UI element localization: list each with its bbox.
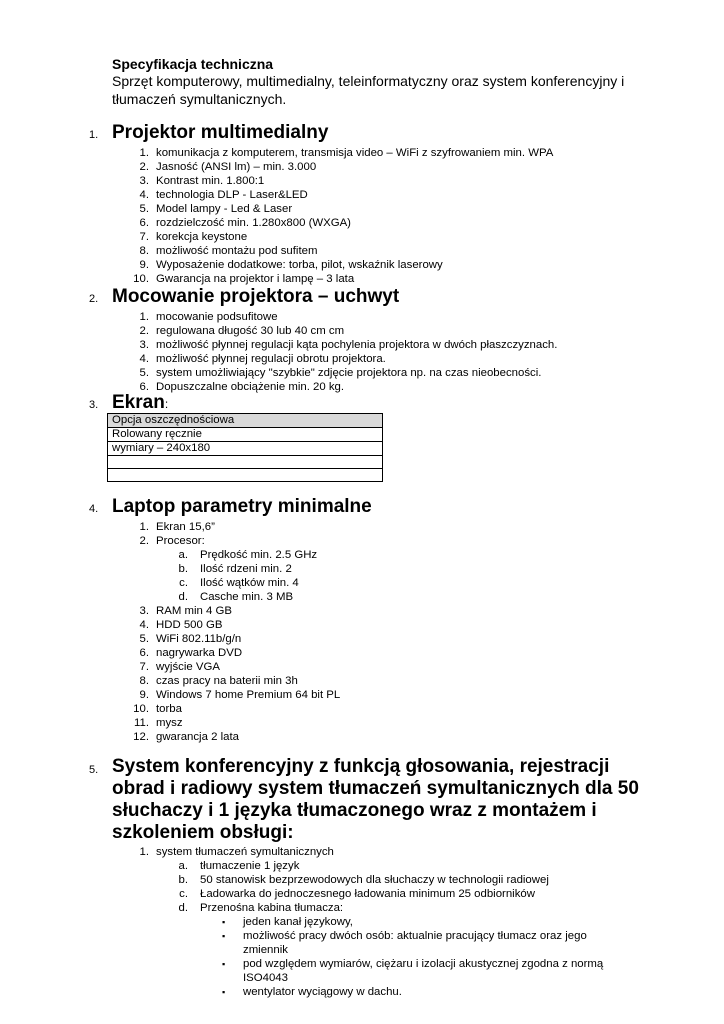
laptop-list: [0, 520, 724, 744]
list-item: [0, 244, 724, 258]
ekran-table: [107, 413, 383, 482]
section-title-line: System konferencyjny z funkcją głosowania, rejestracji: [112, 756, 610, 777]
list-text: Prędkość min. 2.5 GHz: [200, 549, 318, 561]
bullet-icon: ▪: [222, 931, 226, 941]
list-item: [0, 943, 724, 957]
intro-block: [112, 56, 672, 108]
list-text: wyjście VGA: [156, 661, 220, 673]
list-text: Ilość rdzeni min. 2: [200, 563, 292, 575]
list-number: 10.: [133, 703, 149, 715]
list-text: zmiennik: [243, 944, 288, 956]
list-text: Ładowarka do jednoczesnego ładowania minimum 25 odbiorników: [200, 888, 535, 900]
section-number: 5.: [89, 764, 99, 776]
section-system: [0, 756, 724, 998]
list-item: [0, 202, 724, 216]
list-item: [0, 716, 724, 730]
list-item: [0, 216, 724, 230]
list-item: [0, 534, 724, 548]
list-text: WiFi 802.11b/g/n: [156, 633, 242, 645]
list-item: [0, 188, 724, 202]
list-number: 9.: [139, 689, 149, 701]
section-number: 3.: [89, 399, 99, 411]
list-number: 4.: [139, 353, 149, 365]
list-number: a.: [178, 549, 188, 561]
list-item: [0, 562, 724, 576]
list-text: HDD 500 GB: [156, 619, 223, 631]
doc-description-line-1: Sprzęt komputerowy, multimedialny, teleinformatyczny oraz system konferencyjny i: [112, 73, 625, 89]
list-item: [0, 887, 724, 901]
list-item: [0, 174, 724, 188]
list-text: możliwość pracy dwóch osób: aktualnie pracujący tłumacz oraz jego: [243, 930, 587, 942]
list-item: [0, 929, 724, 943]
list-text: ISO4043: [243, 972, 288, 984]
list-text: technologia DLP - Laser&LED: [156, 189, 308, 201]
section-title: [112, 392, 168, 415]
list-item: [0, 576, 724, 590]
section-heading: [0, 122, 724, 146]
list-item: [0, 520, 724, 534]
table-cell: Rolowany ręcznie: [108, 428, 383, 442]
table-row: [108, 442, 383, 456]
list-text: mocowanie podsufitowe: [156, 311, 278, 323]
list-number: 4.: [139, 619, 149, 631]
list-item: [0, 702, 724, 716]
list-text: możliwość płynnej regulacji kąta pochylenia projektora w dwóch płaszczyznach.: [156, 339, 558, 351]
section-heading: [0, 496, 724, 520]
list-text: RAM min 4 GB: [156, 605, 232, 617]
section-title-line: szkoleniem obsługi:: [112, 822, 294, 843]
list-number: 1.: [139, 521, 149, 533]
list-item: [0, 352, 724, 366]
table-cell: [108, 469, 383, 482]
list-text: Procesor:: [156, 535, 205, 547]
system-list: [0, 845, 724, 999]
list-number: 5.: [139, 203, 149, 215]
section-title: [112, 756, 672, 844]
list-text: Jasność (ANSI lm) – min. 3.000: [156, 161, 317, 173]
list-item: [0, 258, 724, 272]
list-number: 7.: [139, 661, 149, 673]
list-item: [0, 859, 724, 873]
table-row: [108, 456, 383, 469]
table-row: [108, 428, 383, 442]
list-number: 1.: [139, 311, 149, 323]
list-item: [0, 873, 724, 887]
list-item: [0, 324, 724, 338]
list-item: [0, 160, 724, 174]
list-number: 1.: [139, 846, 149, 858]
list-number: 2.: [139, 161, 149, 173]
ekran-colon: :: [164, 397, 169, 411]
doc-description-line-2: tłumaczeń symultanicznych.: [112, 91, 287, 107]
table-row: [108, 469, 383, 482]
list-number: 11.: [134, 717, 149, 729]
list-number: 6.: [139, 381, 149, 393]
list-number: 7.: [139, 231, 149, 243]
list-text: system umożliwiający "szybkie" zdjęcie projektora np. na czas nieobecności.: [156, 367, 542, 379]
list-text: gwarancja 2 lata: [156, 731, 239, 743]
list-text: korekcja keystone: [156, 231, 248, 243]
list-number: b.: [178, 874, 188, 886]
list-item: [0, 674, 724, 688]
section-title-line: obrad i radiowy system tłumaczeń symultanicznych dla 50: [112, 778, 639, 799]
list-item: [0, 604, 724, 618]
list-text: system tłumaczeń symultanicznych: [156, 846, 334, 858]
list-text: jeden kanał językowy,: [243, 916, 353, 928]
table-cell: Opcja oszczędnościowa: [108, 414, 383, 428]
section-title: Mocowanie projektora – uchwyt: [112, 286, 400, 307]
list-item: [0, 646, 724, 660]
list-text: komunikacja z komputerem, transmisja video – WiFi z szyfrowaniem min. WPA: [156, 147, 554, 159]
list-item: [0, 915, 724, 929]
list-item: [0, 230, 724, 244]
section-number: 4.: [89, 503, 99, 515]
list-text: 50 stanowisk bezprzewodowych dla słuchaczy w technologii radiowej: [200, 874, 549, 886]
list-text: regulowana długość 30 lub 40 cm cm: [156, 325, 345, 337]
bullet-icon: ▪: [222, 987, 226, 997]
list-item: [0, 688, 724, 702]
table-cell: wymiary – 240x180: [108, 442, 383, 456]
list-text: torba: [156, 703, 182, 715]
list-text: możliwość płynnej regulacji obrotu projektora.: [156, 353, 386, 365]
section-number: 2.: [89, 293, 99, 305]
section-projektor: [0, 122, 724, 286]
list-text: Model lampy - Led & Laser: [156, 203, 293, 215]
list-text: Wyposażenie dodatkowe: torba, pilot, wskaźnik laserowy: [156, 259, 443, 271]
bullet-icon: ▪: [222, 959, 226, 969]
projektor-list: [0, 146, 724, 286]
list-text: tłumaczenie 1 język: [200, 860, 300, 872]
list-number: 5.: [139, 367, 149, 379]
list-text: Przenośna kabina tłumacza:: [200, 902, 344, 914]
list-number: 8.: [139, 675, 149, 687]
list-number: a.: [178, 860, 188, 872]
list-text: mysz: [156, 717, 183, 729]
list-item: [0, 985, 724, 999]
list-number: 1.: [139, 147, 149, 159]
list-item: [0, 730, 724, 744]
list-number: 12.: [133, 731, 149, 743]
list-number: c.: [179, 888, 188, 900]
list-text: Ekran 15,6”: [156, 521, 215, 533]
list-text: Kontrast min. 1.800:1: [156, 175, 265, 187]
list-item: [0, 338, 724, 352]
section-heading: [0, 286, 724, 310]
mocowanie-list: [0, 310, 724, 394]
section-mocowanie: [0, 286, 724, 394]
list-item: [0, 632, 724, 646]
table-cell: [108, 456, 383, 469]
list-number: d.: [178, 902, 188, 914]
list-item: [0, 845, 724, 859]
list-number: 9.: [139, 259, 149, 271]
list-text: Ilość wątków min. 4: [200, 577, 299, 589]
list-text: Dopuszczalne obciążenie min. 20 kg.: [156, 381, 345, 393]
list-item: [0, 272, 724, 286]
list-text: pod względem wymiarów, ciężaru i izolacji akustycznej zgodna z normą: [243, 958, 604, 970]
list-number: b.: [178, 563, 188, 575]
list-text: Gwarancja na projektor i lampę – 3 lata: [156, 273, 355, 285]
section-title-line: słuchaczy i 1 języka tłumaczonego wraz z montażem i: [112, 800, 597, 821]
section-title: Laptop parametry minimalne: [112, 496, 372, 517]
list-item: [0, 366, 724, 380]
section-number: 1.: [89, 129, 99, 141]
bullet-icon: ▪: [222, 917, 226, 927]
list-number: 6.: [139, 647, 149, 659]
list-text: nagrywarka DVD: [156, 647, 243, 659]
list-number: 6.: [139, 217, 149, 229]
list-number: 2.: [139, 535, 149, 547]
list-item: [0, 310, 724, 324]
list-number: d.: [178, 591, 188, 603]
list-item: [0, 957, 724, 971]
list-number: 4.: [139, 189, 149, 201]
section-ekran: [0, 392, 724, 454]
list-number: 3.: [139, 175, 149, 187]
list-number: 3.: [139, 339, 149, 351]
list-text: czas pracy na baterii min 3h: [156, 675, 298, 687]
list-text: Windows 7 home Premium 64 bit PL: [156, 689, 341, 701]
list-item: [0, 590, 724, 604]
list-text: wentylator wyciągowy w dachu.: [243, 986, 402, 998]
list-item: [0, 971, 724, 985]
list-item: [0, 618, 724, 632]
list-number: c.: [179, 577, 188, 589]
list-text: rozdzielczość min. 1.280x800 (WXGA): [156, 217, 351, 229]
doc-title: Specyfikacja techniczna: [112, 56, 274, 72]
list-number: 3.: [139, 605, 149, 617]
ekran-title-text: Ekran: [112, 392, 165, 413]
list-number: 5.: [139, 633, 149, 645]
list-text: Casche min. 3 MB: [200, 591, 294, 603]
list-item: [0, 548, 724, 562]
section-laptop: [0, 496, 724, 744]
section-title: Projektor multimedialny: [112, 122, 329, 143]
table-row: [108, 414, 383, 428]
list-number: 2.: [139, 325, 149, 337]
list-number: 8.: [139, 245, 149, 257]
list-item: [0, 901, 724, 915]
list-text: możliwość montażu pod sufitem: [156, 245, 318, 257]
list-item: [0, 660, 724, 674]
list-item: [0, 146, 724, 160]
list-number: 10.: [133, 273, 149, 285]
